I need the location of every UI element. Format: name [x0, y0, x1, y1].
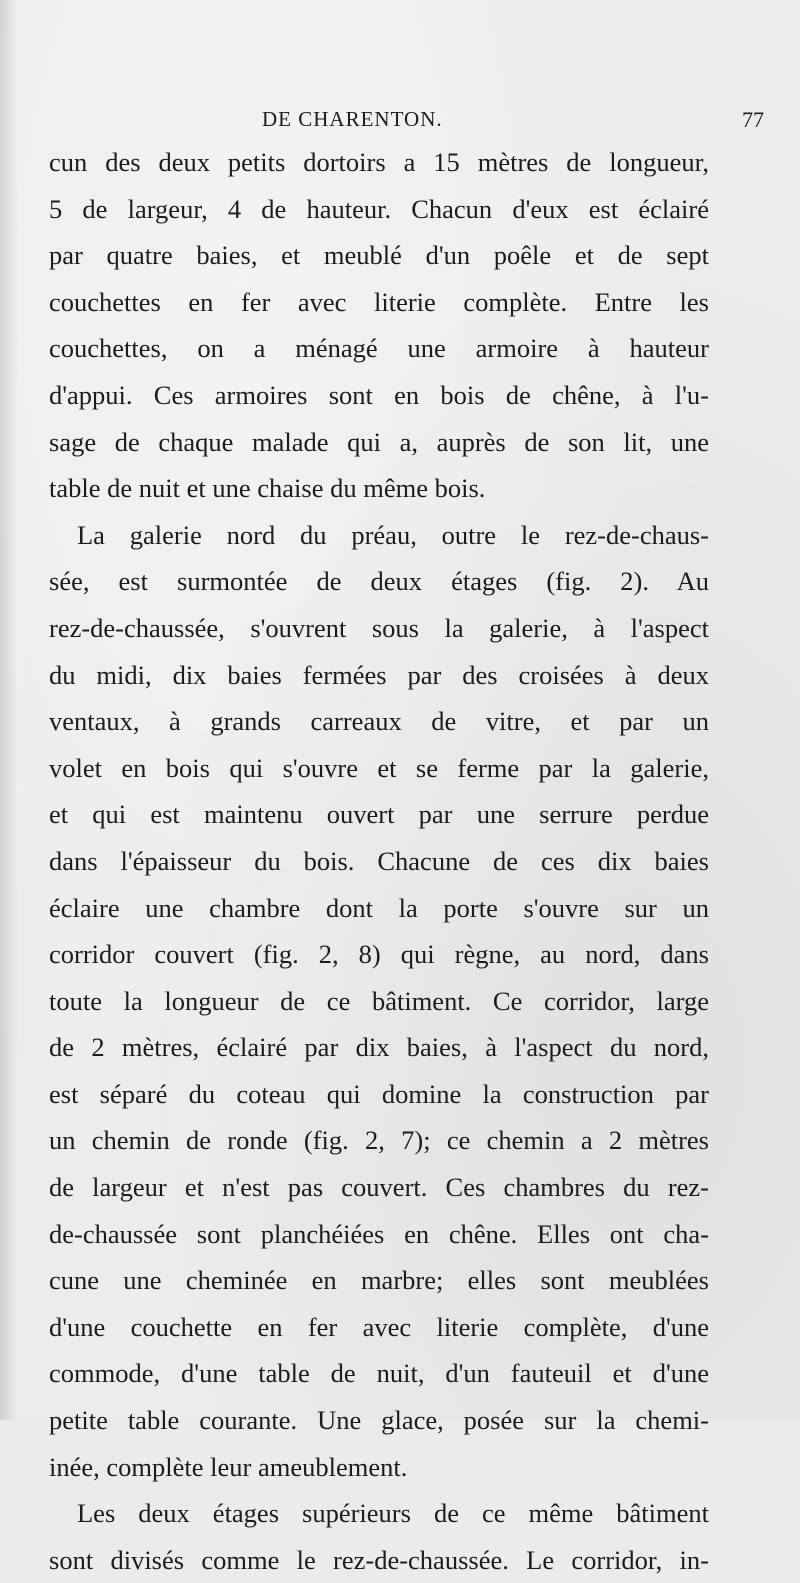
text-line: de largeur et n'est pas couvert. Ces chambres du rez- — [49, 1172, 709, 1203]
page-edge-shadow — [0, 0, 18, 1420]
text-line: est séparé du coteau qui domine la construction par — [49, 1078, 709, 1109]
text-line: éclaire une chambre dont la porte s'ouvre sur un — [49, 892, 709, 923]
text-line: cun des deux petits dortoirs a 15 mètres de longueur, — [49, 147, 709, 177]
text-line: sage de chaque malade qui a, auprès de son lit, une — [49, 426, 709, 457]
page-header — [0, 103, 800, 137]
text-line: couchettes, on a ménagé une armoire à hauteur — [49, 333, 709, 364]
text-line: de 2 mètres, éclairé par dix baies, à l'aspect du nord, — [49, 1032, 709, 1063]
text-line: dans l'épaisseur du bois. Chacune de ces dix baies — [49, 845, 709, 876]
text-line: La galerie nord du préau, outre le rez-de-chaus- — [77, 519, 709, 550]
text-line: toute la longueur de ce bâtiment. Ce corridor, large — [49, 985, 709, 1016]
text-line: cune une cheminée en marbre; elles sont meublées — [49, 1265, 709, 1296]
text-line: par quatre baies, et meublé d'un poêle et de sept — [49, 240, 709, 271]
text-line: d'une couchette en fer avec literie complète, d'une — [49, 1311, 709, 1342]
text-line: inée, complète leur ameublement. — [49, 1451, 408, 1482]
text-line: petite table courante. Une glace, posée sur la chemi- — [49, 1405, 709, 1436]
text-line: sont divisés comme le rez-de-chaussée. Le corridor, in- — [49, 1544, 709, 1575]
text-line: 5 de largeur, 4 de hauteur. Chacun d'eux est éclairé — [49, 193, 709, 224]
text-line: un chemin de ronde (fig. 2, 7); ce chemin a 2 mètres — [49, 1125, 709, 1156]
text-line: du midi, dix baies fermées par des croisées à deux — [49, 659, 709, 690]
text-line: table de nuit et une chaise du même bois. — [49, 473, 486, 504]
text-line: et qui est maintenu ouvert par une serrure perdue — [49, 799, 709, 830]
running-head: DE CHARENTON. — [262, 107, 443, 131]
page-number: 77 — [742, 107, 764, 132]
text-line: rez-de-chaussée, s'ouvrent sous la galerie, à l'aspect — [49, 612, 709, 643]
text-line: de-chaussée sont planchéiées en chêne. Elles ont cha- — [49, 1218, 709, 1249]
text-line: corridor couvert (fig. 2, 8) qui règne, au nord, dans — [49, 939, 709, 970]
text-line: sée, est surmontée de deux étages (fig. 2). Au — [49, 566, 709, 597]
text-line: commode, d'une table de nuit, d'un fauteuil et d'une — [49, 1358, 709, 1389]
body-text — [49, 139, 709, 1583]
text-line: volet en bois qui s'ouvre et se ferme par la galerie, — [49, 752, 709, 783]
text-line: couchettes en fer avec literie complète. Entre les — [49, 286, 709, 317]
text-line: Les deux étages supérieurs de ce même bâtiment — [77, 1498, 709, 1529]
text-line: d'appui. Ces armoires sont en bois de chêne, à l'u- — [49, 379, 709, 410]
text-line: ventaux, à grands carreaux de vitre, et par un — [49, 706, 709, 737]
